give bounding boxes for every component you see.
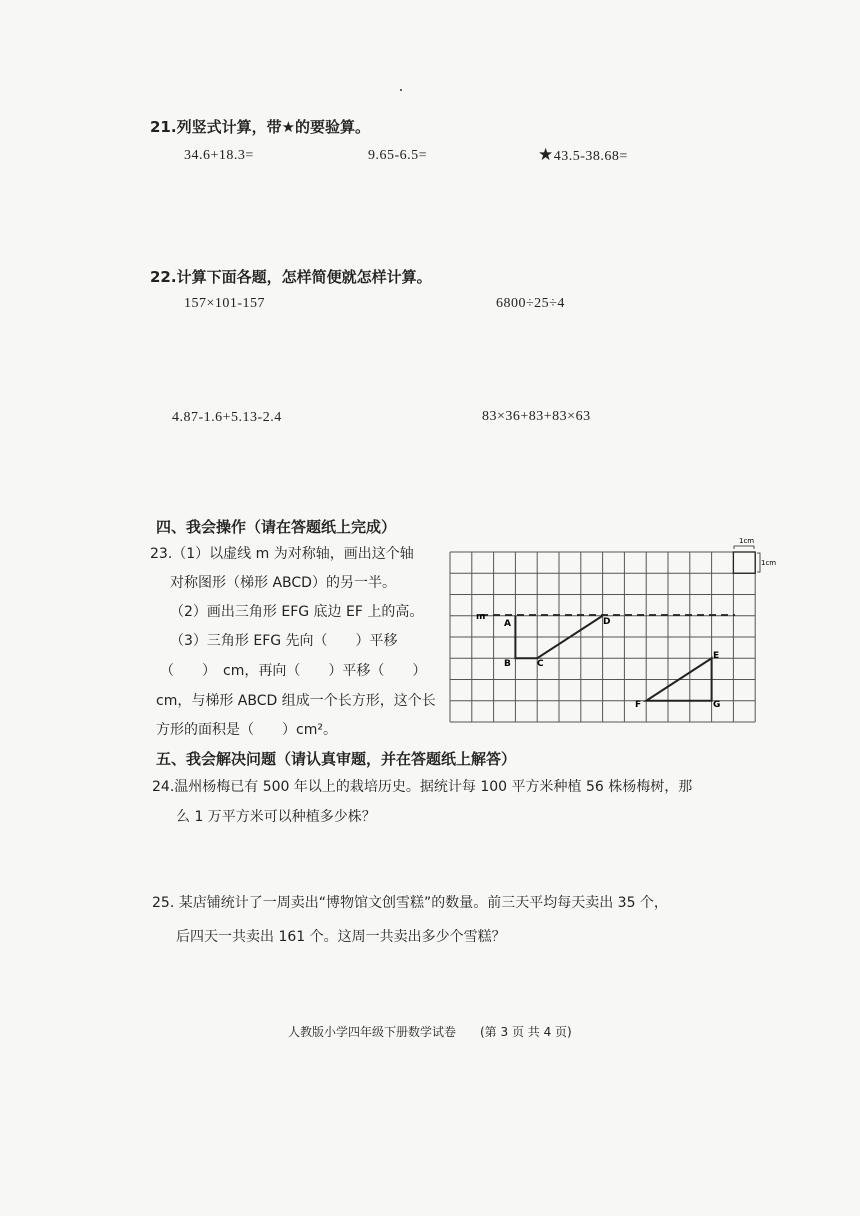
point-label-f: F — [635, 700, 642, 710]
q23-line-5: （ ） cm，再向（ ）平移（ ） — [160, 663, 427, 679]
point-label-b: B — [504, 659, 511, 669]
section4-title: 四、我会操作（请在答题纸上完成） — [156, 518, 397, 536]
q21-item-1: 34.6+18.3= — [184, 148, 254, 163]
point-label-g: G — [713, 700, 721, 710]
q22-item-1: 157×101-157 — [184, 296, 266, 311]
unit-label-horizontal: 1cm — [739, 537, 755, 545]
q21-item-2: 9.65-6.5= — [368, 148, 428, 163]
q23-line-4: （3）三角形 EFG 先向（ ）平移 — [170, 633, 398, 649]
q22-item-4: 83×36+83+83×63 — [482, 409, 591, 424]
q21-item-3-text: 43.5-38.68= — [553, 149, 628, 164]
q22-title: 22.计算下面各题，怎样简便就怎样计算。 — [150, 268, 432, 286]
q24-line-1: 24.温州杨梅已有 500 年以上的栽培历史。据统计每 100 平方米种植 56 株杨梅树，那 — [152, 779, 693, 795]
q25-line-1: 25. 某店铺统计了一周卖出“博物馆文创雪糕”的数量。前三天平均每天卖出 35 个， — [152, 895, 668, 911]
q23-line-6: cm，与梯形 ABCD 组成一个长方形，这个长 — [156, 693, 436, 709]
scan-speck — [400, 89, 402, 91]
q25-line-2: 后四天一共卖出 161 个。这周一共卖出多少个雪糕？ — [176, 929, 506, 945]
unit-square — [733, 552, 755, 573]
page-footer: 人教版小学四年级下册数学试卷 (第 3 页 共 4 页) — [288, 1025, 572, 1039]
q23-line-1: 23.（1）以虚线 m 为对称轴，画出这个轴 — [150, 546, 414, 562]
section5-title: 五、我会解决问题（请认真审题，并在答题纸上解答） — [156, 750, 517, 768]
unit-label-vertical: 1cm — [761, 559, 777, 567]
point-label-c: C — [537, 659, 544, 669]
grid-lines — [450, 552, 755, 722]
q23-line-2: 对称图形（梯形 ABCD）的另一半。 — [170, 575, 396, 591]
q22-item-2: 6800÷25÷4 — [496, 296, 565, 311]
point-label-a: A — [504, 619, 511, 629]
axis-label-m: m — [476, 612, 486, 622]
q21-title: 21.列竖式计算，带★的要验算。 — [150, 118, 371, 136]
q23-line-7: 方形的面积是（ ）cm²。 — [156, 722, 337, 738]
star-icon: ★ — [538, 145, 554, 164]
point-label-d: D — [603, 617, 611, 627]
point-label-e: E — [713, 651, 720, 661]
q23-line-3: （2）画出三角形 EFG 底边 EF 上的高。 — [170, 604, 424, 620]
q22-item-3: 4.87-1.6+5.13-2.4 — [172, 410, 282, 425]
q24-line-2: 么 1 万平方米可以种植多少株？ — [176, 809, 376, 825]
grid-figure — [445, 530, 785, 730]
q21-item-3 — [538, 145, 628, 165]
